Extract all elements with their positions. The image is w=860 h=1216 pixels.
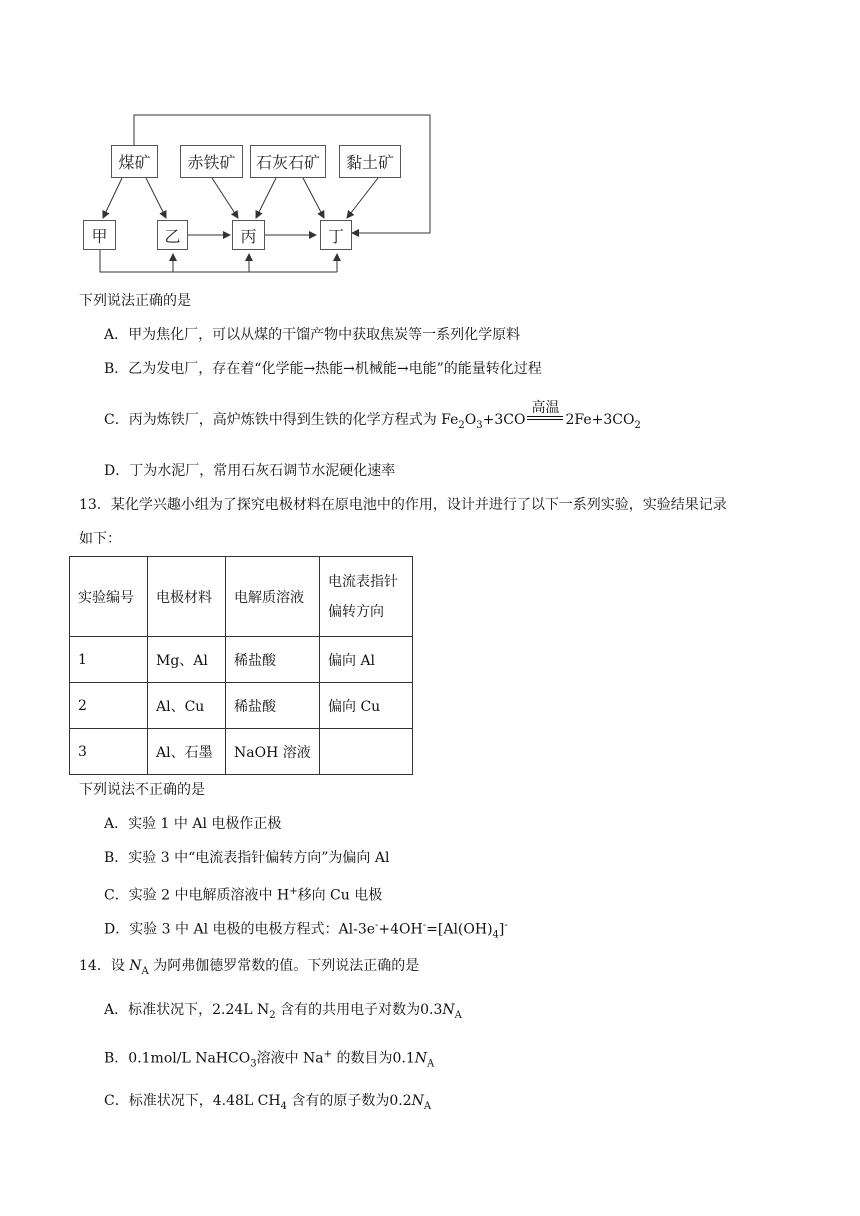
q13-stem-line2: 如下： — [79, 531, 121, 547]
q13-option-c-text: C．实验 2 中电解质溶液中 H — [104, 887, 290, 904]
q14-option-c: C．标准状况下，4.48L $CH_4$ 含有的原子数为$0.2N_A$ — [104, 1093, 432, 1112]
q13-stem-line1: 13．某化学兴趣小组为了探究电极材料在原电池中的作用，设计并进行了以下一系列实验，实验结果记录 — [79, 497, 727, 513]
q12-equation-left: $Fe_2O_3+3CO$ — [441, 412, 526, 431]
industry-flow-diagram — [0, 0, 860, 290]
q14-option-c-prefix: C．标准状况下，4.48L — [104, 1093, 254, 1109]
cell-exp-no: 1 — [70, 637, 148, 683]
label-coal-mine: 煤矿 — [118, 153, 151, 172]
label-limestone-mine: 石灰石矿 — [255, 153, 320, 172]
box-bing — [232, 220, 265, 250]
q13-sub-stem: 下列说法不正确的是 — [79, 782, 205, 798]
reaction-condition-label: 高温 — [531, 400, 560, 416]
q14-option-a: A．标准状况下，2.24L $N_2$ 含有的共用电子对数为$0.3N_A$ — [104, 1002, 462, 1021]
q14-option-a-val: 0.3 — [420, 1002, 443, 1018]
q12-option-a: A．甲为焦化厂，可以从煤的干馏产物中获取焦炭等一系列化学原料 — [104, 327, 521, 343]
cell-electrolyte: 稀盐酸 — [226, 637, 320, 683]
label-bing: 丙 — [240, 226, 257, 246]
q12-option-d: D．丁为水泥厂，常用石灰石调节水泥硬化速率 — [104, 463, 396, 479]
q14-option-a-prefix: A．标准状况下，2.24L — [104, 1002, 253, 1018]
box-hematite-mine — [180, 145, 243, 178]
header-deflection-line2: 偏转方向 — [328, 603, 384, 620]
label-jia: 甲 — [91, 226, 108, 246]
q14-option-b-val: 0.1 — [392, 1050, 415, 1067]
label-hematite-mine: 赤铁矿 — [187, 153, 236, 172]
box-limestone-mine — [250, 145, 326, 178]
header-electrode: 电极材料 — [148, 557, 226, 637]
cell-deflection: 偏向 Cu — [320, 683, 413, 729]
label-ding: 丁 — [327, 226, 344, 246]
q14-stem: 14．设 $N_A$ 为阿弗伽德罗常数的值。下列说法正确的是 — [79, 958, 420, 977]
label-clay-mine: 黏土矿 — [345, 153, 394, 172]
q12-option-b: B．乙为发电厂，存在着“化学能→热能→机械能→电能”的能量转化过程 — [104, 361, 542, 377]
cell-electrode: Al、Cu — [148, 683, 226, 729]
q13-option-c-suffix: 移向 Cu 电极 — [297, 887, 383, 904]
box-clay-mine — [339, 145, 401, 178]
q13-option-b: B．实验 3 中“电流表指针偏转方向”为偏向 Al — [104, 850, 390, 866]
q12-stem: 下列说法正确的是 — [79, 293, 191, 309]
q12-option-c-text: C．丙为炼铁厂，高炉炼铁中得到生铁的化学方程式为 — [104, 412, 437, 428]
q14-option-c-val: 0.2 — [389, 1093, 412, 1109]
table-row — [70, 683, 413, 729]
box-yi — [157, 220, 188, 250]
q13-option-d-text: D．实验 3 中 Al 电极的电极方程式：Al-3e — [104, 921, 376, 938]
box-coal-mine — [111, 145, 158, 178]
q12-equation-right: $2Fe+3CO_2$ — [565, 412, 641, 431]
cell-electrode: Al、石墨 — [148, 729, 226, 775]
q14-option-b-prefix: B．0.1mol/L — [104, 1050, 191, 1067]
cell-exp-no: 2 — [70, 683, 148, 729]
q13-option-c: C．实验 2 中电解质溶液中 H+移向 Cu 电极 — [104, 886, 383, 904]
header-deflection-line1: 电流表指针 — [328, 573, 398, 590]
cell-electrolyte: 稀盐酸 — [226, 683, 320, 729]
box-jia — [83, 220, 116, 250]
table-row — [70, 729, 413, 775]
q14-option-b: B．0.1mol/L NaHCO$_3$溶液中 Na+ 的数目为$0.1N_A$ — [104, 1049, 435, 1070]
cell-electrolyte: NaOH 溶液 — [226, 729, 320, 775]
cell-deflection — [320, 729, 413, 775]
q14-option-b-mid2: 的数目为 — [336, 1050, 393, 1067]
reaction-condition — [527, 400, 563, 424]
q14-option-a-mid: 含有的共用电子对数为 — [280, 1002, 421, 1018]
table-row — [70, 637, 413, 683]
cell-exp-no: 3 — [70, 729, 148, 775]
table-header-row — [70, 557, 413, 637]
label-yi: 乙 — [164, 226, 181, 246]
q14-stem-suffix: 为阿弗伽德罗常数的值。下列说法正确的是 — [153, 958, 420, 974]
experiment-table — [69, 556, 413, 775]
q13-option-a: A．实验 1 中 Al 电极作正极 — [104, 816, 282, 832]
header-deflection — [320, 557, 413, 637]
q14-option-b-mid: 溶液中 Na — [256, 1050, 324, 1067]
header-electrolyte: 电解质溶液 — [226, 557, 320, 637]
q14-stem-prefix: 14．设 — [79, 958, 125, 974]
header-exp-no: 实验编号 — [70, 557, 148, 637]
q14-option-c-mid: 含有的原子数为 — [291, 1093, 390, 1109]
box-ding — [320, 220, 352, 250]
q12-option-c — [104, 400, 641, 436]
q13-option-d: D．实验 3 中 Al 电极的电极方程式：$Al-3e^-+4OH^-=[Al(OH)_4]^-$ — [104, 920, 508, 941]
cell-deflection: 偏向 Al — [320, 637, 413, 683]
cell-electrode: Mg、Al — [148, 637, 226, 683]
